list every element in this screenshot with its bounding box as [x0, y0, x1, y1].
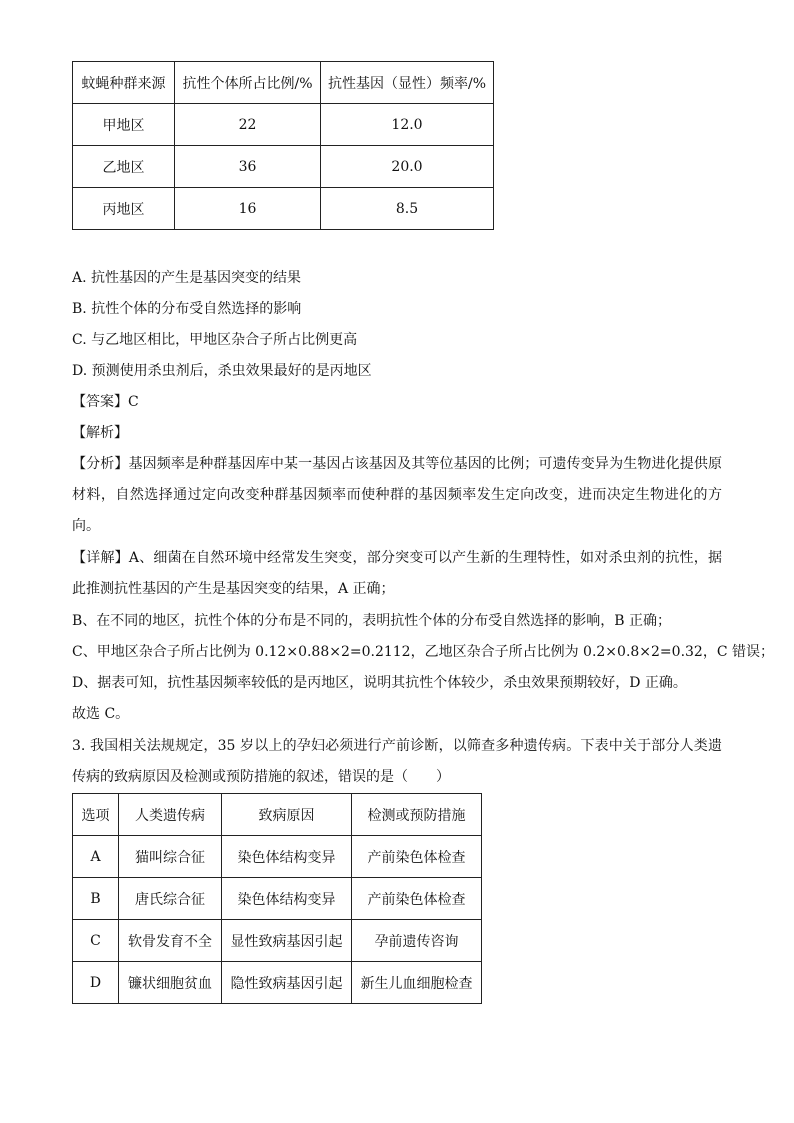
table-cell: 隐性致病基因引起	[222, 962, 352, 1004]
table-cell: 12.0	[321, 104, 494, 146]
table-row	[73, 962, 482, 1004]
table-cell: B	[73, 878, 119, 920]
table-cell: 孕前遗传咨询	[352, 920, 482, 962]
answer: 【答案】C	[72, 394, 139, 410]
table-header-row	[73, 62, 494, 104]
table-cell: 甲地区	[73, 104, 175, 146]
option-b: B. 抗性个体的分布受自然选择的影响	[72, 301, 302, 317]
table-cell: C	[73, 920, 119, 962]
table-cell: 8.5	[321, 188, 494, 230]
table-cell: 16	[175, 188, 321, 230]
table-header-cell: 抗性个体所占比例/%	[175, 62, 321, 104]
option-a: A. 抗性基因的产生是基因突变的结果	[72, 270, 302, 286]
detail-d: D、据表可知，抗性基因频率较低的是丙地区，说明其抗性个体较少，杀虫效果预期较好，D 正确。	[72, 675, 687, 691]
table-cell: 唐氏综合征	[119, 878, 222, 920]
table-cell: 镰状细胞贫血	[119, 962, 222, 1004]
table-cell: 显性致病基因引起	[222, 920, 352, 962]
table-header-cell: 检测或预防措施	[352, 794, 482, 836]
table-header-cell: 致病原因	[222, 794, 352, 836]
table-cell: 20.0	[321, 146, 494, 188]
detail-b: B、在不同的地区，抗性个体的分布是不同的，表明抗性个体的分布受自然选择的影响，B 正确；	[72, 613, 672, 629]
detail-c: C、甲地区杂合子所占比例为 0.12×0.88×2=0.2112，乙地区杂合子所占比例为 0.2×0.8×2=0.32，C 错误；	[72, 644, 775, 660]
table-cell: 乙地区	[73, 146, 175, 188]
table-cell: 产前染色体检查	[352, 836, 482, 878]
table-cell: D	[73, 962, 119, 1004]
table-cell: 36	[175, 146, 321, 188]
table-cell: 22	[175, 104, 321, 146]
table-row	[73, 878, 482, 920]
table-row	[73, 146, 494, 188]
table-header-cell: 抗性基因（显性）频率/%	[321, 62, 494, 104]
table-header-cell: 人类遗传病	[119, 794, 222, 836]
table-cell: A	[73, 836, 119, 878]
question-3: 3. 我国相关法规规定，35 岁以上的孕妇必须进行产前诊断，以筛查多种遗传病。下表中关于部分人类遗传病的致病原因及检测或预防措施的叙述，错误的是（ ）	[72, 738, 722, 785]
resistance-table	[72, 61, 494, 230]
table-cell: 猫叫综合征	[119, 836, 222, 878]
table-row	[73, 836, 482, 878]
table-cell: 染色体结构变异	[222, 836, 352, 878]
detail-paragraph: 【详解】A、细菌在自然环境中经常发生突变，部分突变可以产生新的生理特性，如对杀虫剂的抗性，据此推测抗性基因的产生是基因突变的结果，A 正确；	[72, 550, 722, 597]
conclusion: 故选 C。	[72, 706, 130, 722]
table-header-cell: 选项	[73, 794, 119, 836]
table-header-cell: 蚊蝇种群来源	[73, 62, 175, 104]
table-cell: 丙地区	[73, 188, 175, 230]
table-header-row	[73, 794, 482, 836]
analysis-paragraph: 【分析】基因频率是种群基因库中某一基因占该基因及其等位基因的比例；可遗传变异为生物进化提供原材料，自然选择通过定向改变种群基因频率而使种群的基因频率发生定向改变，进而决定生物进化的方向。	[72, 456, 722, 534]
table-cell: 新生儿血细胞检查	[352, 962, 482, 1004]
table-row	[73, 104, 494, 146]
table-cell: 染色体结构变异	[222, 878, 352, 920]
genetic-disease-table	[72, 793, 482, 1004]
table-cell: 产前染色体检查	[352, 878, 482, 920]
option-d: D. 预测使用杀虫剂后，杀虫效果最好的是丙地区	[72, 363, 372, 379]
table-row	[73, 920, 482, 962]
analysis-label: 【解析】	[72, 425, 128, 441]
table-row	[73, 188, 494, 230]
table-cell: 软骨发育不全	[119, 920, 222, 962]
option-c: C. 与乙地区相比，甲地区杂合子所占比例更高	[72, 332, 358, 348]
